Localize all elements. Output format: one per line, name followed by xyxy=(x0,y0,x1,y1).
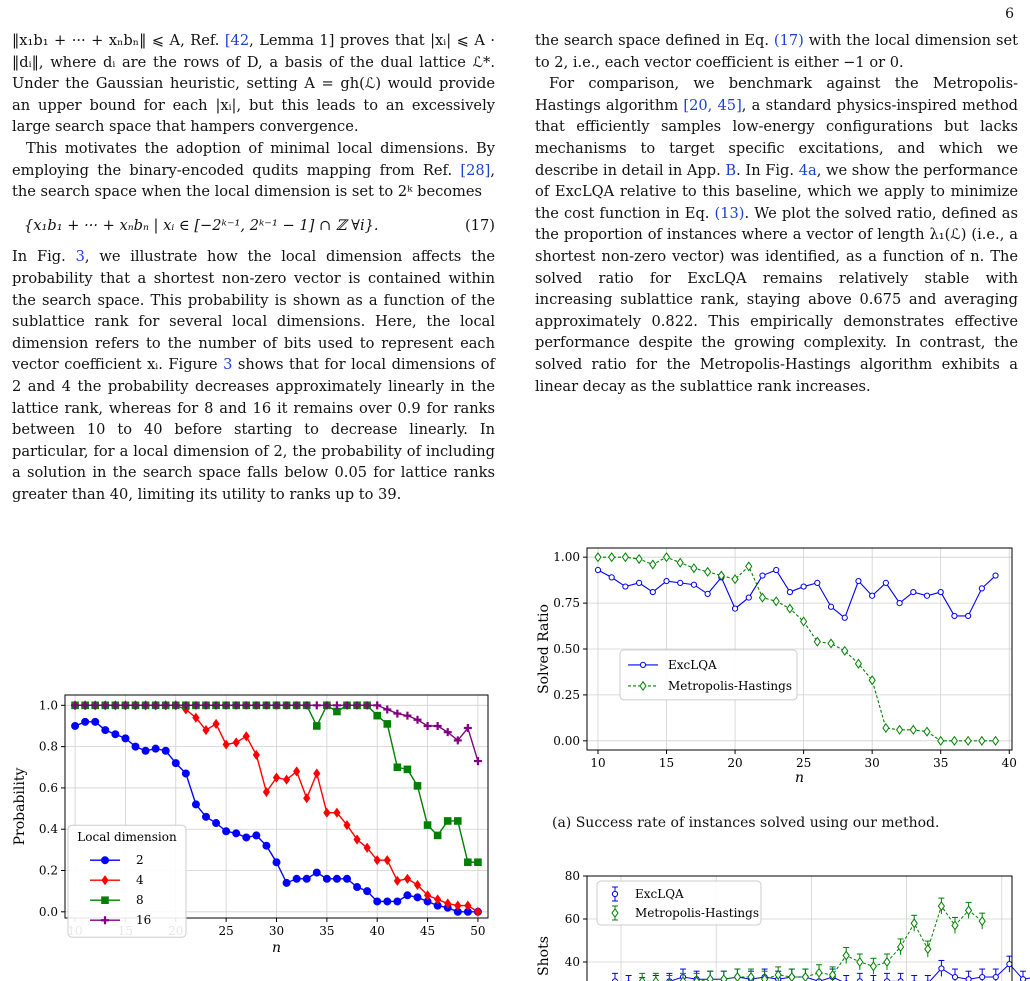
left-column xyxy=(12,30,495,505)
figure-4b-chart xyxy=(532,866,1022,977)
data-point xyxy=(444,818,451,825)
data-point xyxy=(152,745,159,752)
data-point xyxy=(162,747,169,754)
data-point xyxy=(883,724,889,732)
data-point xyxy=(313,723,320,730)
data-point xyxy=(474,757,482,765)
data-point xyxy=(364,888,371,895)
data-point xyxy=(802,973,808,981)
data-point xyxy=(202,813,209,820)
right-paragraph-2 xyxy=(535,73,1018,397)
x-axis-label: n xyxy=(272,940,281,956)
data-point xyxy=(883,580,888,585)
figure-4a xyxy=(532,538,1022,774)
data-point xyxy=(313,869,320,876)
data-point xyxy=(475,859,482,866)
x-tick-label: 15 xyxy=(659,756,674,770)
data-point xyxy=(404,766,411,773)
data-point xyxy=(414,894,421,901)
data-point xyxy=(653,977,659,981)
figure-3-chart xyxy=(10,683,496,973)
data-point xyxy=(678,580,683,585)
data-point xyxy=(233,830,240,837)
x-tick-label: 50 xyxy=(470,924,485,938)
data-point xyxy=(993,974,998,979)
data-point xyxy=(253,832,260,839)
legend-label: Metropolis-Hastings xyxy=(668,679,792,693)
data-point xyxy=(828,639,834,647)
data-point xyxy=(383,705,391,713)
y-axis-label: Shots xyxy=(536,936,552,976)
data-point xyxy=(304,794,310,802)
equation-link[interactable]: (17) xyxy=(774,32,804,49)
data-point xyxy=(223,828,230,835)
right-column xyxy=(535,30,1018,397)
figure-4a-chart xyxy=(532,538,1022,770)
data-point xyxy=(980,974,985,979)
data-point xyxy=(842,615,847,620)
data-point xyxy=(609,553,615,561)
data-point xyxy=(374,898,381,905)
legend-marker xyxy=(102,897,109,904)
figure-3 xyxy=(10,683,496,977)
para-text: . We plot the solved ratio, defined as the proportion of instances where a vector of length λ₁(ℒ) (i.e., a shortest non-zero vector) was identified, as a function of n. The solved ratio for ExcLQA remains relatively stable with increasing sublattice rank, staying above 0.675 and averaging approximately 0.822. This empirically demonstrates effective performance despite the growing complexity. In contrast, the solved ratio for the Metropolis-Hastings algorithm exhibits a linear decay as the sublattice rank increases. xyxy=(535,205,1018,395)
data-point xyxy=(952,974,957,979)
para-text: , a standard physics-inspired method that efficiently samples low-energy configurations but lacks mechanisms to target specific excitations, and which we describe in detail in App. xyxy=(535,97,1018,179)
data-point xyxy=(82,718,89,725)
data-point xyxy=(760,573,765,578)
x-tick-label: 40 xyxy=(1002,756,1017,770)
data-point xyxy=(650,589,655,594)
data-point xyxy=(384,898,391,905)
para-text: In Fig. xyxy=(12,248,76,265)
data-point xyxy=(884,958,890,966)
data-point xyxy=(691,582,696,587)
data-point xyxy=(434,832,441,839)
equation-body: {x₁b₁ + ··· + xₙbₙ | xᵢ ∈ [−2ᵏ⁻¹, 2ᵏ⁻¹ − 1] ∩ ℤ ∀i}. xyxy=(24,215,379,237)
y-axis-label: Solved Ratio xyxy=(536,604,552,694)
data-point xyxy=(314,769,320,777)
data-point xyxy=(787,589,792,594)
data-point xyxy=(979,586,984,591)
data-point xyxy=(857,958,863,966)
page-number: 6 xyxy=(1005,6,1014,22)
data-point xyxy=(233,738,239,746)
data-point xyxy=(801,584,806,589)
y-tick-label: 0.4 xyxy=(39,822,58,836)
equation-number: (17) xyxy=(465,215,495,237)
x-axis-label: n xyxy=(795,770,804,786)
data-point xyxy=(801,617,807,625)
y-tick-label: 1.0 xyxy=(39,698,58,712)
data-point xyxy=(732,575,738,583)
legend-label: 8 xyxy=(136,893,144,907)
data-point xyxy=(192,801,199,808)
y-tick-label: 0.2 xyxy=(39,864,58,878)
data-point xyxy=(774,567,779,572)
data-point xyxy=(404,875,410,883)
data-point xyxy=(434,722,442,730)
data-point xyxy=(212,819,219,826)
legend-title: Local dimension xyxy=(77,830,177,844)
para-text: . In Fig. xyxy=(736,162,799,179)
data-point xyxy=(132,743,139,750)
data-point xyxy=(393,710,401,718)
data-point xyxy=(112,731,119,738)
y-tick-label: 0.6 xyxy=(39,781,58,795)
data-point xyxy=(705,591,710,596)
legend-marker xyxy=(612,891,617,896)
para-text: , we show the performance of ExcLQA relative to this baseline, which we apply to minimize the cost function in Eq. xyxy=(535,162,1018,222)
data-point xyxy=(636,555,642,563)
data-point xyxy=(856,578,861,583)
data-point xyxy=(939,966,944,971)
y-tick-label: 0.0 xyxy=(39,905,58,919)
x-tick-label: 20 xyxy=(727,756,742,770)
data-point xyxy=(705,568,711,576)
data-point xyxy=(732,606,737,611)
citation-link[interactable]: [20, 45] xyxy=(683,97,741,114)
figure-4b xyxy=(532,866,1022,981)
y-tick-label: 1.00 xyxy=(553,550,580,564)
data-point xyxy=(414,716,422,724)
data-point xyxy=(394,898,401,905)
data-point xyxy=(622,553,628,561)
data-point xyxy=(993,573,998,578)
data-point xyxy=(92,718,99,725)
data-point xyxy=(951,737,957,745)
legend-label: 16 xyxy=(136,913,151,927)
data-point xyxy=(313,701,321,709)
y-tick-label: 0.25 xyxy=(553,688,580,702)
x-tick-label: 10 xyxy=(590,756,605,770)
data-point xyxy=(938,737,944,745)
equation-17 xyxy=(12,215,495,237)
data-point xyxy=(273,859,280,866)
data-point xyxy=(828,604,833,609)
y-tick-label: 80 xyxy=(565,869,580,883)
para-text: For comparison, we benchmark against the Metropolis-Hastings algorithm xyxy=(535,75,1018,114)
legend-label: ExcLQA xyxy=(635,887,684,901)
data-point xyxy=(403,712,411,720)
data-point xyxy=(424,822,431,829)
figure-4a-caption: (a) Success rate of instances solved using our method. xyxy=(552,815,939,831)
data-point xyxy=(1007,962,1012,967)
data-point xyxy=(773,597,779,605)
data-point xyxy=(414,783,421,790)
data-point xyxy=(870,962,876,970)
legend-marker xyxy=(101,857,108,864)
data-point xyxy=(323,875,330,882)
x-tick-label: 25 xyxy=(796,756,811,770)
data-point xyxy=(966,977,971,981)
appendix-link[interactable]: B xyxy=(725,162,736,179)
data-point xyxy=(897,600,902,605)
para-text: the search space defined in Eq. xyxy=(535,32,774,49)
y-axis-label: Probability xyxy=(12,768,28,846)
x-tick-label: 30 xyxy=(269,924,284,938)
data-point xyxy=(965,737,971,745)
left-paragraph-2 xyxy=(12,138,495,203)
figure-link[interactable]: 4a xyxy=(799,162,817,179)
citation-link[interactable]: [42 xyxy=(225,32,249,49)
data-point xyxy=(454,818,461,825)
data-point xyxy=(924,593,929,598)
data-point xyxy=(283,879,290,886)
y-tick-label: 40 xyxy=(565,955,580,969)
y-tick-label: 0.00 xyxy=(553,734,580,748)
data-point xyxy=(746,595,751,600)
data-point xyxy=(465,859,472,866)
y-tick-label: 0.8 xyxy=(39,740,58,754)
x-tick-label: 35 xyxy=(933,756,948,770)
data-point xyxy=(842,647,848,655)
data-point xyxy=(979,917,985,925)
x-tick-label: 25 xyxy=(219,924,234,938)
x-tick-label: 40 xyxy=(370,924,385,938)
data-point xyxy=(734,973,740,981)
data-point xyxy=(284,775,290,783)
data-point xyxy=(815,580,820,585)
data-point xyxy=(384,721,391,728)
para-text: This motivates the adoption of minimal local dimensions. By employing the binary-encoded qudits mapping from Ref. xyxy=(12,140,495,179)
left-paragraph-1 xyxy=(12,30,495,138)
data-point xyxy=(333,875,340,882)
data-point xyxy=(424,722,432,730)
data-point xyxy=(623,584,628,589)
legend-label: 2 xyxy=(136,853,144,867)
data-point xyxy=(870,593,875,598)
data-point xyxy=(677,558,683,566)
data-point xyxy=(172,760,179,767)
data-point xyxy=(122,735,129,742)
data-point xyxy=(691,564,697,572)
para-text: , we illustrate how the local dimension affects the probability that a shortest non-zero vector is contained within the search space. This probability is shown as a function of the sublattice rank for several local dimensions. Here, the local dimension refers to the number of bits used to represent each vector coefficient xᵢ. Figure xyxy=(12,248,495,373)
data-point xyxy=(404,892,411,899)
data-point xyxy=(303,875,310,882)
para-text: shows that for local dimensions of 2 and 4 the probability decreases approximately linearly in the lattice rank, whereas for 8 and 16 it remains over 0.9 for ranks between 10 to 40 before starting to decrease linearly. In particular, for a local dimension of 2, the probability of including a solution in the search space falls below 0.05 for lattice ranks greater than 40, limiting its utility to ranks up to 39. xyxy=(12,356,495,503)
para-text: with the local dimension set to 2, i.e., each vector coefficient is either −1 or 0. xyxy=(535,32,1018,71)
legend-label: ExcLQA xyxy=(668,658,717,672)
x-tick-label: 45 xyxy=(420,924,435,938)
data-point xyxy=(650,560,656,568)
data-point xyxy=(324,808,330,816)
data-point xyxy=(925,945,931,953)
data-point xyxy=(979,737,985,745)
equation-link[interactable]: (13) xyxy=(715,205,745,222)
y-tick-label: 0.75 xyxy=(553,596,580,610)
right-paragraph-1 xyxy=(535,30,1018,73)
data-point xyxy=(910,726,916,734)
legend-label: Metropolis-Hastings xyxy=(635,906,759,920)
y-tick-label: 0.50 xyxy=(553,642,580,656)
legend-label: 4 xyxy=(136,873,144,887)
data-point xyxy=(102,727,109,734)
data-point xyxy=(71,722,78,729)
data-point xyxy=(759,593,765,601)
para-text: ‖x₁b₁ + ··· + xₙbₙ‖ ⩽ A, Ref. xyxy=(12,32,225,49)
data-point xyxy=(182,770,189,777)
data-point xyxy=(353,883,360,890)
series-line-ExcLQA xyxy=(598,570,996,618)
data-point xyxy=(966,613,971,618)
data-point xyxy=(787,604,793,612)
data-point xyxy=(263,842,270,849)
data-point xyxy=(636,580,641,585)
figure-link[interactable]: 3 xyxy=(223,356,232,373)
data-point xyxy=(142,747,149,754)
data-point xyxy=(374,712,381,719)
data-point xyxy=(952,613,957,618)
data-point xyxy=(373,701,381,709)
data-point xyxy=(243,834,250,841)
data-point xyxy=(293,875,300,882)
data-point xyxy=(721,975,727,981)
legend-marker xyxy=(640,662,645,667)
data-point xyxy=(595,567,600,572)
figure-link[interactable]: 3 xyxy=(76,248,85,265)
data-point xyxy=(343,875,350,882)
y-tick-label: 60 xyxy=(565,912,580,926)
data-point xyxy=(595,553,601,561)
x-tick-label: 35 xyxy=(319,924,334,938)
data-point xyxy=(609,575,614,580)
para-text: , the search space when the local dimension is set to 2ᵏ becomes xyxy=(12,162,495,201)
para-text: , Lemma 1] proves that |xᵢ| ⩽ A · ‖dᵢ‖, where dᵢ are the rows of D, a basis of the dual lattice ℒ*. Under the Gaussian heuristic, setting A = gh(ℒ) would provide an upper bound for each |xᵢ|, but this leads to an excessively large search space that hampers convergence. xyxy=(12,32,495,135)
data-point xyxy=(789,973,795,981)
citation-link[interactable]: [28] xyxy=(460,162,490,179)
data-point xyxy=(816,969,822,977)
data-point xyxy=(1020,977,1025,981)
left-paragraph-3 xyxy=(12,246,495,505)
data-point xyxy=(294,767,300,775)
data-point xyxy=(924,727,930,735)
data-point xyxy=(993,737,999,745)
data-point xyxy=(394,764,401,771)
data-point xyxy=(911,589,916,594)
data-point xyxy=(664,553,670,561)
data-point xyxy=(664,578,669,583)
data-point xyxy=(938,589,943,594)
data-point xyxy=(897,726,903,734)
x-tick-label: 30 xyxy=(865,756,880,770)
data-point xyxy=(746,562,752,570)
data-point xyxy=(707,975,713,981)
